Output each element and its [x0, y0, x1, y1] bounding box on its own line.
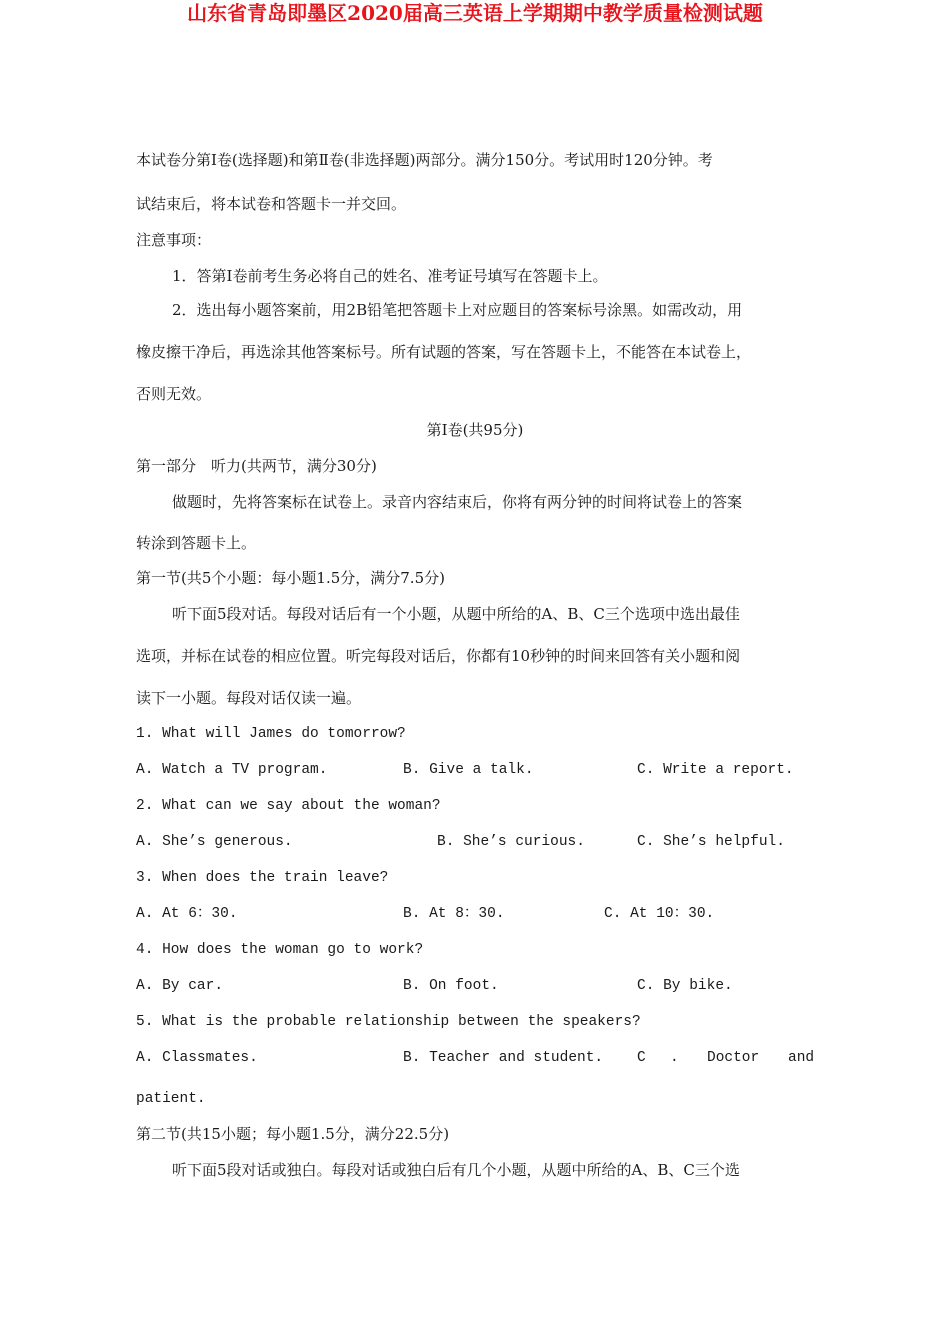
section-1-heading: 第一节(共5个小题：每小题1.5分，满分7.5分) — [136, 569, 445, 587]
question-5-option-c-letter: C — [637, 1050, 646, 1066]
notice-item-2-line-1: 2．选出每小题答案前，用2B铅笔把答题卡上对应题目的答案标号涂黑。如需改动，用 — [172, 301, 743, 319]
question-5: 5. What is the probable relationship between the speakers? — [136, 1014, 641, 1030]
question-2-option-c: C. She’s helpful. — [637, 834, 785, 850]
notice-heading: 注意事项： — [136, 231, 212, 249]
section-1-instruction-line-2: 选项，并标在试卷的相应位置。听完每段对话后，你都有10秒钟的时间来回答有关小题和阅 — [136, 647, 741, 665]
notice-item-2-line-2: 橡皮擦干净后，再选涂其他答案标号。所有试题的答案，写在答题卡上，不能答在本试卷上， — [136, 343, 752, 361]
section-1-instruction-line-1: 听下面5段对话。每段对话后有一个小题，从题中所给的A、B、C三个选项中选出最佳 — [172, 605, 740, 623]
question-5-option-c-continued: patient. — [136, 1091, 206, 1107]
question-3-option-a: A. At 6：30. — [136, 906, 238, 922]
intro-line-2: 试结束后，将本试卷和答题卡一并交回。 — [136, 195, 407, 213]
question-3: 3. When does the train leave? — [136, 870, 389, 886]
intro-line-1: 本试卷分第Ⅰ卷(选择题)和第Ⅱ卷(非选择题)两部分。满分150分。考试用时120分钟。考 — [136, 151, 713, 169]
notice-item-1: 1．答第Ⅰ卷前考生务必将自己的姓名、准考证号填写在答题卡上。 — [172, 267, 608, 285]
question-1-option-c: C. Write a report. — [637, 762, 794, 778]
question-5-option-b: B. Teacher and student. — [403, 1050, 604, 1066]
section-1-instruction-line-3: 读下一小题。每段对话仅读一遍。 — [136, 689, 362, 707]
section-2-instruction-line-1: 听下面5段对话或独白。每段对话或独白后有几个小题，从题中所给的A、B、C三个选 — [172, 1161, 740, 1179]
question-3-option-b: B. At 8：30. — [403, 906, 505, 922]
question-2-option-b: B. She’s curious. — [437, 834, 585, 850]
part-1-heading: 第一部分 听力(共两节，满分30分) — [136, 457, 377, 475]
question-5-option-a: A. Classmates. — [136, 1050, 258, 1066]
question-3-option-c: C. At 10：30. — [604, 906, 715, 922]
question-2: 2. What can we say about the woman? — [136, 798, 441, 814]
question-4-option-a: A. By car. — [136, 978, 224, 994]
volume-1-heading: 第Ⅰ卷(共95分) — [426, 421, 524, 439]
question-5-option-c-dot: . — [670, 1050, 679, 1066]
question-2-option-a: A. She’s generous. — [136, 834, 293, 850]
part-1-instruction-line-1: 做题时，先将答案标在试卷上。录音内容结束后，你将有两分钟的时间将试卷上的答案 — [172, 493, 743, 511]
document-title: 山东省青岛即墨区2020届高三英语上学期期中教学质量检测试题 — [187, 1, 763, 25]
question-5-option-c-word-1: Doctor — [707, 1050, 760, 1066]
part-1-instruction-line-2: 转涂到答题卡上。 — [136, 534, 257, 552]
question-5-option-c-word-2: and — [788, 1050, 815, 1066]
notice-item-2-line-3: 否则无效。 — [136, 385, 212, 403]
section-2-heading: 第二节(共15小题；每小题1.5分，满分22.5分) — [136, 1125, 450, 1143]
question-4: 4. How does the woman go to work? — [136, 942, 424, 958]
question-1: 1. What will James do tomorrow? — [136, 726, 406, 742]
question-1-option-a: A. Watch a TV program. — [136, 762, 328, 778]
question-4-option-b: B. On foot. — [403, 978, 499, 994]
question-4-option-c: C. By bike. — [637, 978, 733, 994]
question-1-option-b: B. Give a talk. — [403, 762, 534, 778]
